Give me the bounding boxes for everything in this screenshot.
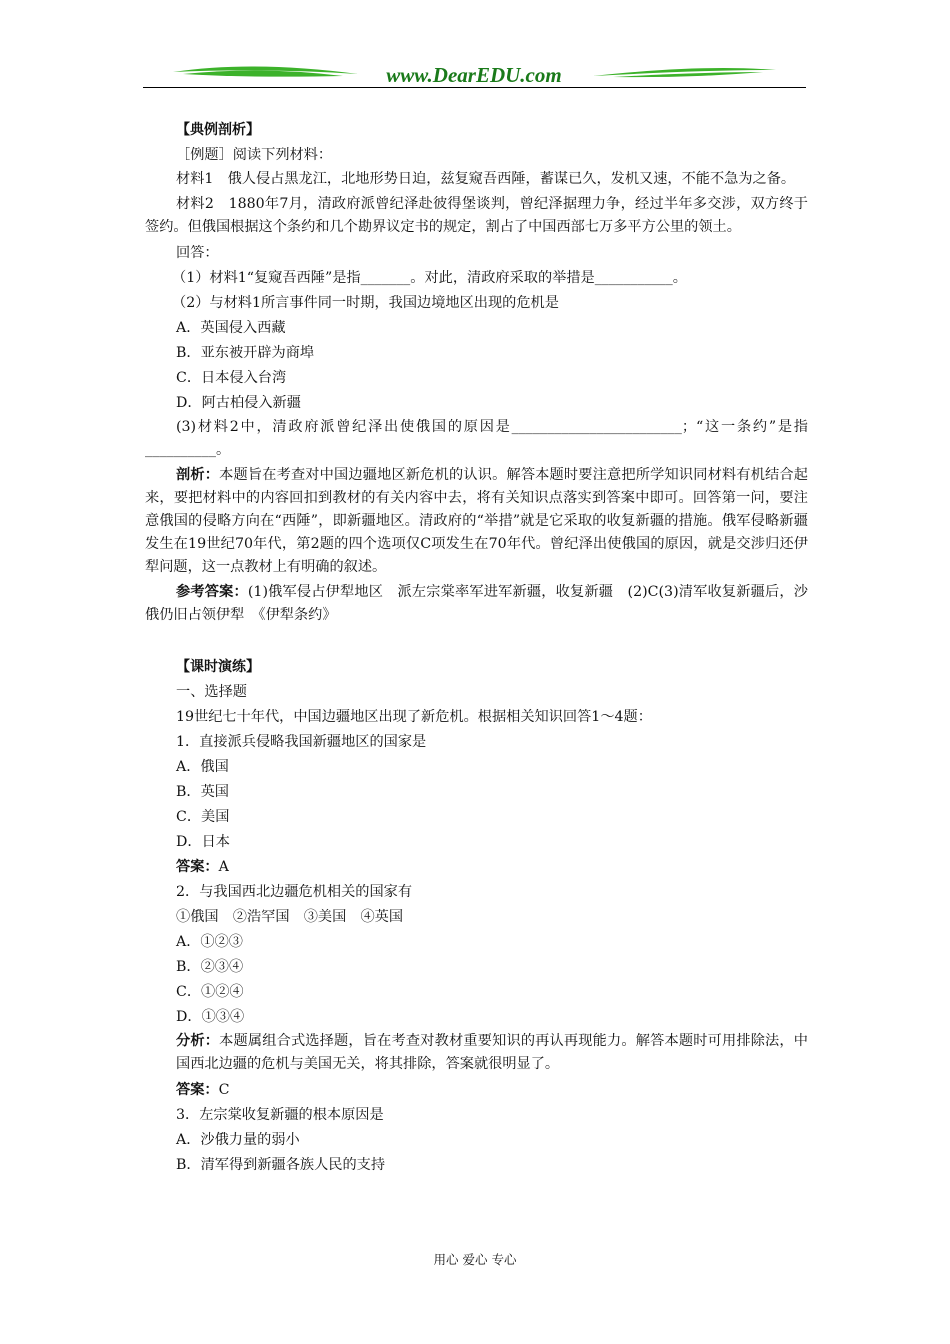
material-2 bbox=[145, 193, 808, 239]
analysis-text: 本题旨在考查对中国边疆地区新危机的认识。解答本题时要注意把所学知识同材料有机结合起来，要把材料中的内容回扣到教材的有关内容中去，将有关知识点落实到答案中即可。回答第一问，要注意俄国的侵略方向在“西陲”，即新疆地区。清政府的“举措”就是它采取的收复新疆的措施。俄军侵略新疆发生在19世纪70年代，第2题的四个选项仅C项发生在70年代。曾纪泽出使俄国的原因，就是交涉归还伊犁问题，这一点教材上有明确的叙述。 bbox=[145, 467, 808, 575]
header-rule bbox=[143, 87, 806, 88]
analysis-label: 剖析： bbox=[176, 467, 220, 483]
practice-q2-answer bbox=[176, 1078, 808, 1103]
practice-q1-option-b: B．英国 bbox=[176, 784, 229, 800]
page-footer: 用心 爱心 专心 bbox=[433, 1252, 517, 1267]
example-q2-option-b: B．亚东被开辟为商埠 bbox=[176, 345, 315, 361]
practice-q2: 2．与我国西北边疆危机相关的国家有 bbox=[176, 884, 413, 900]
practice-q1-answer bbox=[176, 855, 808, 880]
practice-heading: 【课时演练】 bbox=[176, 659, 260, 675]
practice-q3-option-b: B．清军得到新疆各族人民的支持 bbox=[176, 1157, 386, 1173]
example-q3 bbox=[145, 416, 808, 462]
practice-q3: 3．左宗棠收复新疆的根本原因是 bbox=[176, 1107, 384, 1123]
practice-q3-option-a: A．沙俄力量的弱小 bbox=[176, 1132, 300, 1148]
reference-answer-text: (1)俄军侵占伊犁地区 派左宗棠率军进军新疆，收复新疆 (2)C(3)清军收复新疆后，沙俄仍旧占领伊犁 《伊犁条约》 bbox=[145, 584, 808, 623]
q2-analysis-text: 本题属组合式选择题，旨在考查对教材重要知识的再认再现能力。解答本题时可用排除法，中国西北边疆的危机与美国无关，将其排除，答案就很明显了。 bbox=[176, 1033, 808, 1072]
document-body bbox=[145, 118, 808, 1178]
example-q2-option-a: A．英国侵入西藏 bbox=[176, 320, 286, 336]
practice-q2-option-b: B．②③④ bbox=[176, 959, 244, 975]
reference-answer-label: 参考答案： bbox=[176, 584, 248, 600]
example-q2-option-d: D．阿古柏侵入新疆 bbox=[176, 395, 301, 411]
practice-q2-analysis bbox=[176, 1030, 808, 1076]
material-1: 材料1 俄人侵占黑龙江，北地形势日迫，兹复窥吾西陲，蓄谋已久，发机又速，不能不急为之备。 bbox=[176, 171, 796, 187]
answer-prompt: 回答： bbox=[176, 245, 219, 261]
example-q3-text: (3)材料2中，清政府派曾纪泽出使俄国的原因是________________________；“这一条约”是指__________。 bbox=[145, 419, 808, 458]
practice-q1-option-d: D．日本 bbox=[176, 834, 230, 850]
practice-intro: 19世纪七十年代，中国边疆地区出现了新危机。根据相关知识回答1～4题： bbox=[176, 709, 652, 725]
example-q2-option-c: C．日本侵入台湾 bbox=[176, 370, 287, 386]
q1-answer-value: A bbox=[218, 859, 229, 875]
example-reference-answer bbox=[145, 581, 808, 627]
site-header-logo bbox=[143, 58, 806, 90]
example-analysis bbox=[145, 464, 808, 579]
q2-analysis-label: 分析： bbox=[176, 1033, 220, 1049]
practice-section-title: 一、选择题 bbox=[176, 684, 247, 700]
logo-text: www.DearEDU.com bbox=[386, 63, 562, 87]
practice-q2-option-c: C．①②④ bbox=[176, 984, 244, 1000]
example-q1: （1）材料1“复窥吾西陲”是指_______。对此，清政府采取的举措是___________。 bbox=[172, 270, 687, 286]
q2-answer-value: C bbox=[218, 1082, 230, 1098]
material-2-text: 材料2 1880年7月，清政府派曾纪泽赴彼得堡谈判，曾纪泽据理力争，经过半年多交涉，双方终于签约。但俄国根据这个条约和几个勘界议定书的规定，割占了中国西部七万多平方公里的领土。 bbox=[145, 196, 808, 235]
practice-q2-option-d: D．①③④ bbox=[176, 1009, 245, 1025]
example-q2: （2）与材料1所言事件同一时期，我国边境地区出现的危机是 bbox=[172, 295, 559, 311]
practice-q1-option-a: A．俄国 bbox=[176, 759, 229, 775]
q2-answer-label: 答案： bbox=[176, 1082, 219, 1098]
practice-q2-option-a: A．①②③ bbox=[176, 934, 243, 950]
example-intro: ［例题］阅读下列材料： bbox=[176, 147, 333, 163]
practice-q2-items: ①俄国 ②浩罕国 ③美国 ④英国 bbox=[176, 909, 404, 925]
example-heading: 【典例剖析】 bbox=[176, 122, 260, 138]
section-gap bbox=[176, 629, 808, 655]
practice-q1-option-c: C．美国 bbox=[176, 809, 230, 825]
q1-answer-label: 答案： bbox=[176, 859, 219, 875]
practice-q1: 1．直接派兵侵略我国新疆地区的国家是 bbox=[176, 734, 427, 750]
